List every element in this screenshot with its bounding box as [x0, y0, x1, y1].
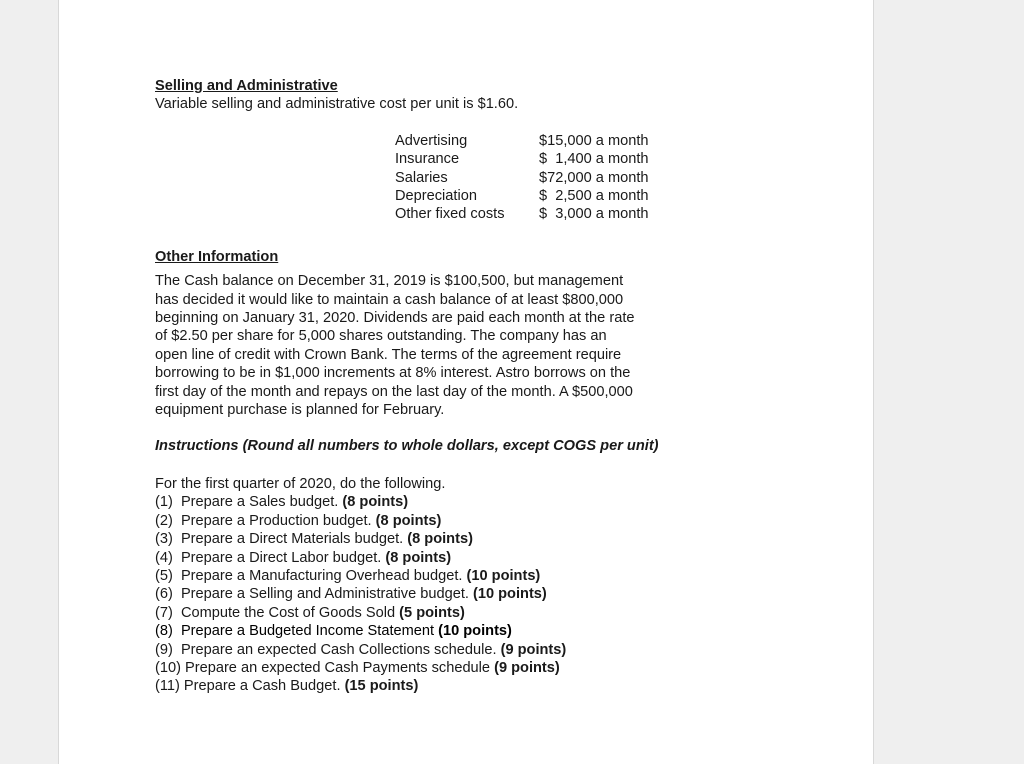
list-item: [155, 677, 795, 695]
task-points: (8 points): [342, 494, 409, 511]
fixed-cost-amount: $ 3,000 a month: [539, 206, 649, 223]
task-text: (2) Prepare a Production budget.: [155, 512, 376, 529]
task-text: (11) Prepare a Cash Budget.: [155, 678, 345, 695]
task-text: (3) Prepare a Direct Materials budget.: [155, 531, 408, 548]
task-points: (8 points): [407, 531, 473, 548]
other-info-paragraph: The Cash balance on December 31, 2019 is $100,500, but management has decided it would like to maintain a cash balance of at least $800,000 beginning on January 31, 2020. Dividends are paid each month at the rate of $2.50 per share for 5,000 shares outstanding. The company has an open line of credit with Crown Bank. The terms of the agreement require borrowing to be in $1,000 increments at 8% interest. Astro borrows on the first day of the month and repays on the last day of the month. A $500,000 equipment purchase is planned for February.: [155, 273, 635, 419]
task-points: (8 points): [375, 512, 442, 529]
task-text: (6) Prepare a Selling and Administrative budget.: [155, 586, 473, 603]
fixed-cost-label: Depreciation: [395, 188, 477, 205]
fixed-cost-label: Insurance: [395, 151, 460, 168]
task-text: (10) Prepare an expected Cash Payments schedule: [155, 659, 495, 676]
task-text: (1) Prepare a Sales budget.: [155, 494, 343, 511]
document-content: [155, 77, 795, 696]
list-item: [155, 641, 795, 659]
fixed-cost-amount: $15,000 a month: [539, 132, 649, 149]
instructions-intro: For the first quarter of 2020, do the following.: [155, 475, 446, 492]
task-points: (10 points): [438, 623, 512, 640]
task-list: [155, 493, 795, 695]
variable-cost-line: Variable selling and administrative cost per unit is $1.60.: [155, 96, 519, 113]
task-points: (8 points): [385, 549, 452, 566]
task-text: (7) Compute the Cost of Goods Sold: [155, 604, 400, 621]
document-page: [58, 0, 874, 764]
fixed-cost-label: Salaries: [395, 169, 448, 186]
other-info-heading: Other Information: [155, 248, 279, 265]
list-item: [155, 493, 795, 511]
fixed-cost-amount: $ 1,400 a month: [539, 151, 649, 168]
task-points: (9 points): [500, 641, 567, 658]
list-item: [155, 567, 795, 585]
task-text: (9) Prepare an expected Cash Collections schedule.: [155, 641, 501, 658]
fixed-cost-amount: $ 2,500 a month: [539, 188, 649, 205]
list-item: [155, 530, 795, 548]
task-points: (9 points): [494, 659, 560, 676]
instructions-heading: Instructions (Round all numbers to whole dollars, except COGS per unit): [155, 437, 659, 454]
list-item: [155, 659, 795, 677]
list-item: [155, 604, 795, 622]
task-points: (10 points): [473, 586, 547, 603]
list-item: [155, 622, 795, 640]
task-points: (5 points): [399, 604, 465, 621]
task-text: (8) Prepare a Budgeted Income Statement: [155, 623, 439, 640]
selling-admin-heading: Selling and Administrative: [155, 78, 338, 94]
fixed-cost-label: Advertising: [395, 132, 468, 149]
fixed-costs-table: [395, 132, 795, 224]
list-item: [155, 549, 795, 567]
list-item: [155, 512, 795, 530]
task-text: (4) Prepare a Direct Labor budget.: [155, 549, 386, 566]
task-points: (10 points): [466, 567, 541, 584]
fixed-cost-amount: $72,000 a month: [539, 169, 649, 186]
fixed-cost-label: Other fixed costs: [395, 206, 505, 223]
task-points: (15 points): [344, 678, 419, 695]
list-item: [155, 585, 795, 603]
task-text: (5) Prepare a Manufacturing Overhead budget.: [155, 567, 467, 584]
